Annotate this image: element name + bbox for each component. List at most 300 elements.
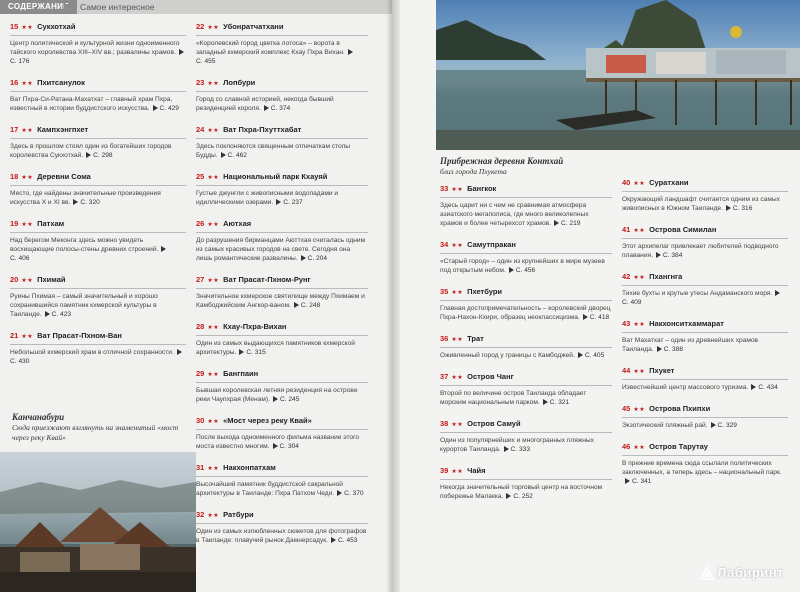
page-ref-arrow-icon [273,396,278,402]
sight-number: 36 [440,334,449,343]
page-reference[interactable] [718,422,737,429]
photo-illustration [0,452,196,592]
page-reference[interactable] [663,252,682,259]
page-ref-prefix: С. [338,537,345,544]
sight-number: 33 [440,184,449,193]
sight-entry [622,442,788,486]
page-ref-arrow-icon [578,352,583,358]
page-ref-arrow-icon [331,537,336,543]
page-reference[interactable] [664,346,683,353]
sight-entry-header [622,272,788,286]
sight-entry [622,225,788,260]
sight-description-text: Руины Пхимая – самый значительный и хорошо сохранившийся памятник кхмерской культуры в Таиланде. [10,293,158,318]
sight-description-text: Небольшой кхмерский храм в отличной сохранности. [10,349,174,356]
sight-description [440,304,612,322]
rating-stars-icon: ★★ [21,278,34,284]
page-reference[interactable] [590,314,609,321]
sight-number: 37 [440,372,449,381]
sight-description [196,339,368,357]
sight-entry-header [196,322,368,336]
sight-description [440,483,612,501]
rating-stars-icon: ★★ [451,337,464,343]
sight-name: Пхангнга [649,272,683,281]
page-ref-prefix: С. [307,255,315,262]
sight-entry [440,334,612,360]
sight-description [10,95,186,113]
page-reference[interactable] [561,220,580,227]
page-ref-arrow-icon [509,267,514,273]
sight-name: Кампхэнгпхет [37,125,89,134]
sight-entry-header [440,334,612,348]
rating-stars-icon: ★★ [207,25,220,31]
sight-entry-header [10,78,186,92]
sight-entry-header [196,22,368,36]
page-reference[interactable] [228,152,247,159]
page-reference[interactable] [10,255,29,262]
page-ref-prefix: С. [344,490,351,497]
page-reference[interactable] [308,255,327,262]
sight-description-text: До разрушения бирманцами Аюттхая считалась одним из самых красивых городов на свете. Сегодня она лишь романтические развалины. [196,237,366,262]
sight-description-text: «Королевский город цветка лотоса» – ворота в западный кхмерский комплекс Кхау Пхра Вихан. [196,40,345,56]
sight-entry [196,22,368,66]
rating-stars-icon: ★★ [633,275,646,281]
sight-entry [196,510,368,545]
page-ref-prefix: С. [510,446,518,453]
page-ref-number: 298 [101,152,113,159]
page-ref-prefix: С. [80,199,87,206]
sight-description [196,236,368,263]
page-ref-prefix: С. [159,105,167,112]
sight-description [10,292,186,319]
page-reference[interactable] [516,267,535,274]
sight-description-text: Один из популярнейших и многогранных пляжных курортов Таиланда. [440,437,594,453]
sight-name: Острова Симилан [649,225,717,234]
sight-number: 44 [622,366,631,375]
sight-description-text: Ват Пхра-Си-Ратана-Махатхат – главный храм Пхра, известный в истории буддистского искусства. [10,96,173,112]
sight-description-text: Над берегом Меконга здесь можно увидеть восхищающие полосы-стены древних строений. [10,237,159,253]
sight-number: 21 [10,331,19,340]
rating-stars-icon: ★★ [633,407,646,413]
header-bar [0,0,392,14]
sight-number: 43 [622,319,631,328]
rating-stars-icon: ★★ [633,445,646,451]
page-ref-number: 176 [18,58,30,65]
sight-number: 35 [440,287,449,296]
sight-number: 22 [196,22,205,31]
sight-entry [440,240,612,275]
logo-text: Лабиринт [717,565,784,580]
page-ref-prefix: С. [589,314,597,321]
sight-description [10,142,186,160]
sight-description [196,95,368,113]
sight-description [196,39,368,66]
sight-description [622,383,788,392]
sight-number: 20 [10,275,19,284]
sight-entry [622,366,788,392]
sight-number: 41 [622,225,631,234]
page-ref-prefix: С. [300,302,308,309]
sight-entry-header [196,275,368,289]
page-ref-number: 423 [60,311,72,318]
sight-description [196,142,368,160]
sight-description-text: Второй по величине остров Таиланда обладает морским национальным парком. [440,390,587,406]
rating-stars-icon: ★★ [21,25,34,31]
page-reference[interactable] [585,352,604,359]
page-ref-arrow-icon [625,478,630,484]
sight-description-text: После выхода одноименного фильма название этого моста известно многим. [196,434,360,450]
rating-stars-icon: ★★ [207,278,220,284]
page-ref-prefix: С. [622,299,629,306]
page-reference[interactable] [301,302,320,309]
page-ref-number: 418 [598,314,610,321]
sight-entry [622,404,788,430]
sight-entry [10,78,186,113]
sight-description-text: Значительное кхмерское святилище между Пхимаем и Камбоджийским Ангкор-ваном. [196,293,365,309]
rating-stars-icon: ★★ [633,322,646,328]
sight-entry [440,466,612,501]
sight-number: 25 [196,172,205,181]
page-reference[interactable] [733,205,752,212]
page-ref-arrow-icon [179,49,184,55]
sight-name: Национальный парк Кхауяй [223,172,328,181]
rating-stars-icon: ★★ [451,290,464,296]
page-ref-number: 370 [352,490,364,497]
page-reference[interactable] [280,443,299,450]
rating-stars-icon: ★★ [633,369,646,375]
sight-description-text: Один из самых излюбленных сюжетов для фотографов в Таиланде: плавучий рынок Дамнерсадук. [196,528,367,544]
rating-stars-icon: ★★ [633,228,646,234]
sight-number: 29 [196,369,205,378]
sight-name: Остров Тарутау [649,442,708,451]
entries-column-4 [622,178,788,498]
sight-entry [10,125,186,160]
caption-title: Прибрежная деревня Контхай [440,156,564,166]
sight-entry-header [440,184,612,198]
sight-entry-header [622,319,788,333]
page-ref-number: 248 [309,302,321,309]
page-reference[interactable] [511,446,530,453]
photo-illustration [436,0,800,150]
page-ref-number: 321 [558,399,570,406]
caption-text: близ города Пхукета [440,167,507,176]
sight-description-text: Некогда значительный торговый центр на восточном побережье Малакка. [440,484,603,500]
sight-description [622,459,788,486]
page-ref-number: 388 [672,346,684,353]
sight-description [196,292,368,310]
page-ref-number: 333 [519,446,531,453]
sight-description [622,421,788,430]
page-ref-prefix: С. [10,358,17,365]
sight-description-text: Тихие бухты и крутые утесы Андаманского моря. [622,290,773,297]
rating-stars-icon: ★★ [633,181,646,187]
page-ref-number: 409 [630,299,642,306]
page-ref-number: 204 [316,255,328,262]
sight-name: Пхукет [649,366,675,375]
sight-description [440,351,612,360]
page-ref-arrow-icon [276,199,281,205]
page-ref-number: 455 [204,58,216,65]
page-reference[interactable] [550,399,569,406]
sight-entry [10,22,186,66]
rating-stars-icon: ★★ [21,222,34,228]
page-reference[interactable] [283,199,302,206]
sight-name: Чайя [467,466,486,475]
sight-entry-header [440,240,612,254]
photo-caption-left [12,412,188,442]
sight-name: Трат [467,334,484,343]
sight-entry-header [10,125,186,139]
left-page [0,0,392,592]
page-ref-prefix: С. [246,349,253,356]
page-ref-number: 341 [640,478,652,485]
page-ref-prefix: С. [196,58,203,65]
header-arrow-icon [64,2,70,12]
sight-entry [10,275,186,319]
logo [700,565,784,580]
sight-name: Кхау-Пхра-Вихан [223,322,287,331]
sight-number: 45 [622,404,631,413]
rating-stars-icon: ★★ [207,222,220,228]
page-reference[interactable] [52,311,71,318]
page-reference[interactable] [338,537,357,544]
sight-description-text: Центр политической и культурной жизни одноименного тайского королевства XIII–XIV вв.; развалины храмов. [10,40,180,56]
page-ref-arrow-icon [657,346,662,352]
sight-number: 28 [196,322,205,331]
page-ref-prefix: С. [93,152,100,159]
sight-entry-header [622,178,788,192]
sight-entry [196,172,368,207]
sight-description-text: Ват Махатхат – один из древнейших храмов Таиланда. [622,337,759,353]
sight-entry [196,416,368,451]
page-ref-number: 329 [725,422,737,429]
sight-description-text: Бывшая королевская летняя резиденция на острове реки Чаупхрая (Менам). [196,387,358,403]
sight-entry [196,322,368,357]
rating-stars-icon: ★★ [21,81,34,87]
sight-entry-header [10,219,186,233]
sight-number: 26 [196,219,205,228]
page-reference[interactable] [632,478,651,485]
sight-name: Самутпракан [467,240,516,249]
sight-description-text: Здесь в прошлом стоял один из богатейших городов королевства Сукхотхай. [10,143,172,159]
rating-stars-icon: ★★ [21,175,34,181]
page-ref-number: 237 [291,199,303,206]
sight-number: 15 [10,22,19,31]
sight-description-text: В прежние времена сюда ссылали политических заключенных, а теперь здесь – национальный парк. [622,460,782,476]
sight-name: Деревни Сома [37,172,91,181]
sight-name: Ват Прасат-Пхном-Ван [37,331,122,340]
page-reference[interactable] [758,384,777,391]
page-ref-prefix: С. [584,352,592,359]
page-ref-arrow-icon [583,314,588,320]
sight-entry [440,287,612,322]
sight-entry [440,372,612,407]
sight-description-text: Город со славной историей, некогда бывший резиденцией короля. [196,96,334,112]
sight-name: Накхонситхаммарат [649,319,724,328]
page-reference[interactable] [80,199,99,206]
page-reference[interactable] [513,493,532,500]
page-ref-arrow-icon [294,302,299,308]
page-ref-prefix: С. [513,493,520,500]
sight-description [196,480,368,498]
page-ref-number: 434 [766,384,778,391]
entries-column-2 [196,22,368,557]
sight-number: 46 [622,442,631,451]
sight-description-text: Один из самых выдающихся памятников кхмерской архитектуры. [196,340,355,356]
sight-name: Ратбури [223,510,254,519]
sight-name: Ват Пхра-Пхуттхабат [223,125,302,134]
page-reference[interactable] [10,358,29,365]
sight-entry [440,419,612,454]
sight-description [622,336,788,354]
sight-description [196,527,368,545]
sight-number: 18 [10,172,19,181]
page-reference[interactable] [271,105,290,112]
page-ref-number: 315 [254,349,266,356]
sight-description [10,236,186,263]
sight-number: 27 [196,275,205,284]
sight-description-text: «Старый город» – один из крупнейших в мире музеев под открытым небом. [440,258,605,274]
sight-description-text: Оживленный город у границы с Камбоджей. [440,352,575,359]
section-tag: СОДЕРЖАНИЕ [0,0,77,14]
sight-description-text: Экзотический пляжный рай. [622,422,708,429]
page-ref-prefix: С. [283,199,290,206]
page-ref-number: 219 [569,220,581,227]
sight-number: 24 [196,125,205,134]
rating-stars-icon: ★★ [21,334,34,340]
sight-description [440,201,612,228]
rating-stars-icon: ★★ [451,187,464,193]
sight-number: 16 [10,78,19,87]
page-reference[interactable] [246,349,265,356]
page-ref-prefix: С. [663,346,671,353]
page-reference[interactable] [280,396,299,403]
rating-stars-icon: ★★ [451,422,464,428]
page-ref-number: 406 [18,255,30,262]
sight-entry-header [10,331,186,345]
page-ref-prefix: С. [51,311,59,318]
sight-description [440,257,612,275]
page-ref-prefix: С. [632,478,639,485]
sight-description-text: Известнейший центр массового туризма. [622,384,749,391]
book-gutter [386,0,400,592]
sight-entry [196,125,368,160]
sight-description-text: Высочайший памятник буддистской сакральной архитектуры в Таиланде: Пхра Патхом Чеди. [196,481,343,497]
sight-number: 34 [440,240,449,249]
page-ref-arrow-icon [711,422,716,428]
caption-text: Сюда приезжают взглянуть на знаменитый «мост через реку Квай» [12,423,179,442]
sight-description [196,433,368,451]
page-ref-prefix: С. [758,384,765,391]
sight-number: 39 [440,466,449,475]
sight-entry-header [440,419,612,433]
sight-name: Пхимай [37,275,66,284]
page-ref-arrow-icon [153,105,158,111]
sight-number: 40 [622,178,631,187]
rating-stars-icon: ★★ [207,513,220,519]
rating-stars-icon: ★★ [21,128,34,134]
entries-column-3 [440,184,612,513]
sight-description [440,436,612,454]
sight-entry-header [622,366,788,380]
page-ref-prefix: С. [227,152,235,159]
sight-name: Аютхая [223,219,252,228]
sight-entry-header [440,466,612,480]
page-ref-prefix: С. [10,255,17,262]
page-ref-arrow-icon [656,252,661,258]
page-ref-number: 405 [593,352,605,359]
sight-number: 38 [440,419,449,428]
page-ref-arrow-icon [504,446,509,452]
sight-entry [622,272,788,307]
page-ref-number: 430 [18,358,30,365]
sight-description [196,189,368,207]
page-ref-arrow-icon [221,152,226,158]
sight-entry-header [440,372,612,386]
sight-description [10,348,186,366]
page-ref-prefix: С. [515,267,523,274]
page-ref-number: 252 [521,493,533,500]
page-ref-number: 320 [88,199,100,206]
page-ref-number: 245 [288,396,300,403]
sight-description [10,39,186,66]
page-ref-arrow-icon [506,493,511,499]
sight-description [622,289,788,307]
page-ref-number: 462 [235,152,247,159]
sight-description [196,386,368,404]
sight-number: 19 [10,219,19,228]
page-ref-arrow-icon [239,349,244,355]
page-ref-arrow-icon [726,205,731,211]
page-reference[interactable] [10,58,29,65]
sight-entry [622,178,788,213]
page-ref-number: 429 [167,105,179,112]
sight-name: Бангкок [467,184,497,193]
sight-description [10,189,186,207]
sight-entry [196,78,368,113]
page-reference[interactable] [160,105,179,112]
rating-stars-icon: ★★ [451,243,464,249]
page-ref-prefix: С. [270,105,278,112]
sight-description-text: Здесь поклоняются священным отпечаткам стопы Будды. [196,143,351,159]
page-reference[interactable] [622,299,641,306]
page-ref-number: 456 [524,267,536,274]
page-ref-arrow-icon [554,220,559,226]
page-ref-prefix: С. [560,220,568,227]
page-ref-number: 374 [279,105,291,112]
page-reference[interactable] [196,58,215,65]
sight-number: 17 [10,125,19,134]
page-ref-arrow-icon [177,349,182,355]
sight-entry [196,275,368,310]
page-ref-arrow-icon [264,105,269,111]
labyrinth-logo-icon [700,566,714,580]
page-ref-number: 453 [346,537,358,544]
page-reference[interactable] [93,152,112,159]
page-ref-prefix: С. [549,399,557,406]
page-reference[interactable] [344,490,363,497]
page-ref-arrow-icon [73,199,78,205]
page-ref-arrow-icon [161,246,166,252]
page-ref-arrow-icon [45,311,50,317]
photo-river-bridge [0,452,196,592]
page-ref-prefix: С. [10,58,17,65]
page-ref-prefix: С. [717,422,725,429]
page-ref-prefix: С. [732,205,740,212]
sight-description [440,389,612,407]
page-ref-prefix: С. [662,252,670,259]
sight-entry-header [10,275,186,289]
photo-coastal-village [436,0,800,150]
